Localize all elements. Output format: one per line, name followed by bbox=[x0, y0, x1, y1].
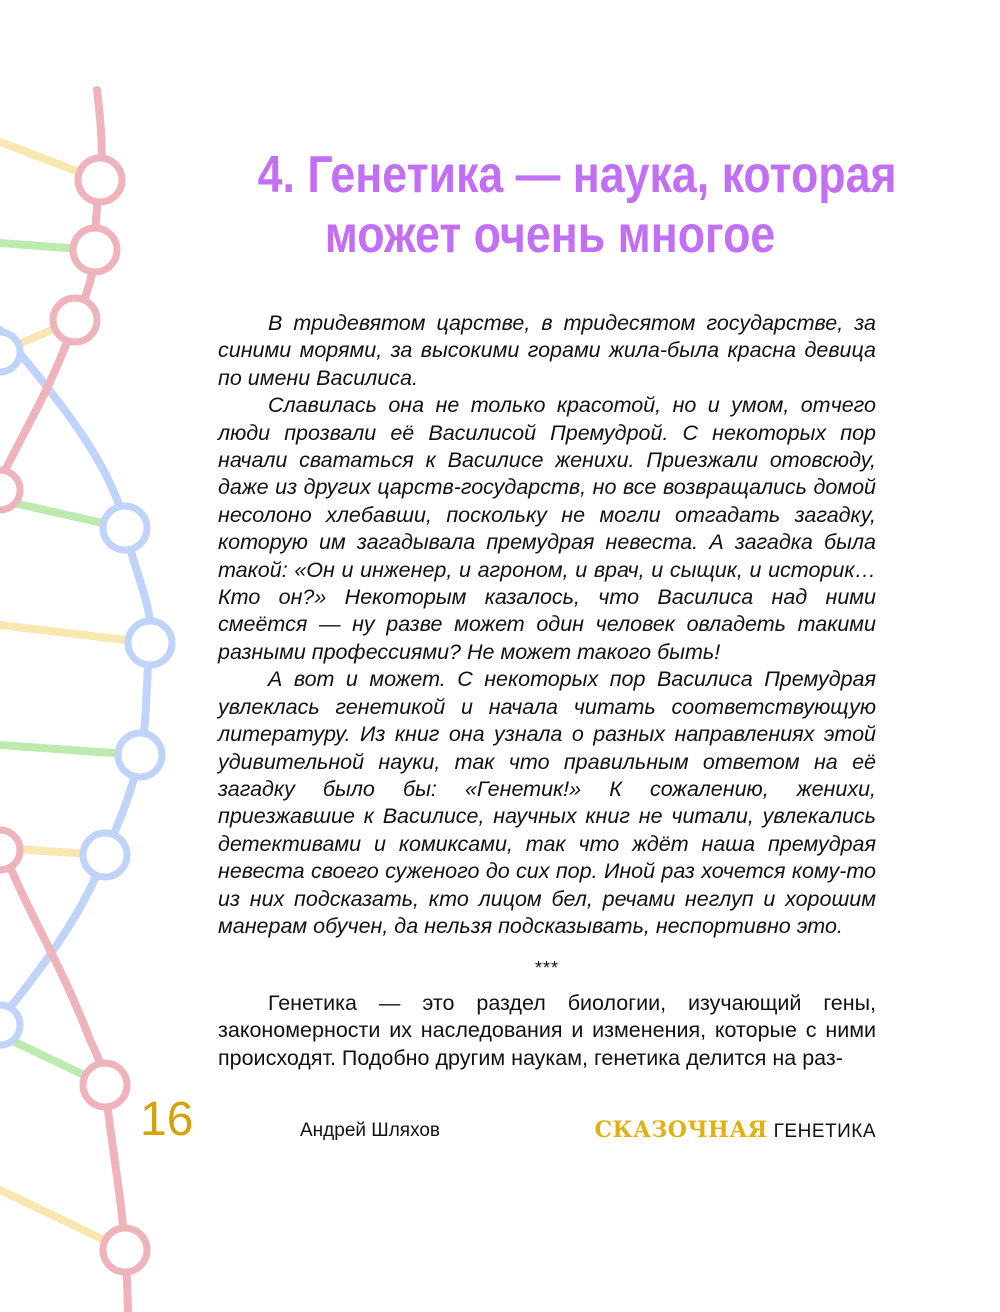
story-paragraph: А вот и может. С некоторых пор Василиса Премудрая увлеклась генетикой и начала читать соответствующую литературу. Из книг она узнала о разных направлениях этой удивительной науки, так что правильным ответом на её загадку было бы: «Генетик!» К сожалению, женихи, приезжавшие к Василисе, научных книг не читали, увлекались детективами и комиксами, так что ждёт наша премудрая невеста своего суженого до сих пор. Иной раз хочется кому-то из них подсказать, кто лицом бел, речами неглуп и хорошим манерам обучен, да нельзя подсказывать, неспортивно это. bbox=[218, 667, 876, 938]
section-separator: *** bbox=[534, 958, 559, 978]
page-title bbox=[257, 145, 897, 265]
page-title-line-2: может очень многое bbox=[324, 206, 776, 264]
story-paragraph: Славилась она не только красотой, но и умом, отчего люди прозвали её Василисой Премудрой. С некоторых пор начали свататься к Василисе женихи. Приезжали отовсюду, даже из других царств-государств, но все возвращались домой несолоно хлебавши, поскольку не могли отгадать загадку, которую им загадывала премудрая невеста. А загадка была такой: «Он и инженер, и агроном, и врач, и сыщик, и историк… Кто он?» Некоторым казалось, что Василиса над ними смеётся — ну разве может один человек овладеть такими разными профессиями? Не может такого быть! bbox=[218, 393, 876, 664]
page-number: 16 bbox=[140, 1093, 194, 1146]
author-name: Андрей Шляхов bbox=[300, 1120, 441, 1141]
book-title bbox=[594, 1118, 876, 1144]
story-text bbox=[218, 310, 876, 940]
book-title-plain: ГЕНЕТИКА bbox=[773, 1121, 876, 1142]
page-title-line-1: 4. Генетика — наука, которая bbox=[257, 146, 897, 204]
story-paragraph: В тридевятом царстве, в тридесятом государстве, за синими морями, за высокими горами жила-была красна девица по имени Василиса. bbox=[218, 311, 876, 390]
book-title-fancy: СКАЗОЧНАЯ bbox=[594, 1117, 768, 1143]
body-paragraph: Генетика — это раздел биологии, изучающий гены, закономерности их наследования и изменения, которые с ними происходят. Подобно другим наукам, генетика делится на раз- bbox=[218, 991, 876, 1070]
body-text bbox=[218, 990, 876, 1072]
